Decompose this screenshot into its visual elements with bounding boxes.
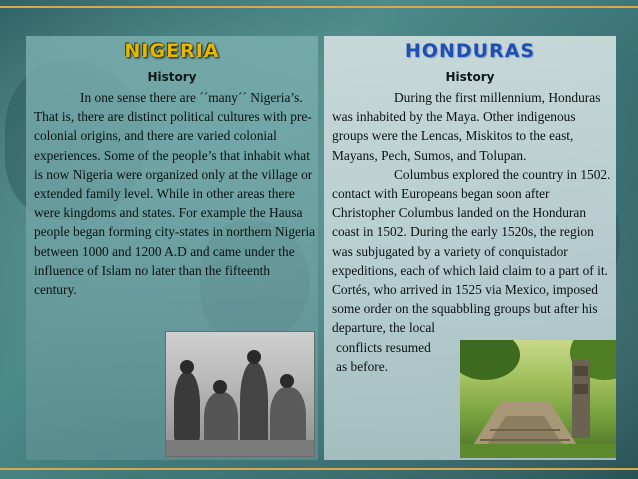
pyramid-shape	[460, 340, 616, 458]
figure-shape	[240, 362, 268, 447]
nigeria-engraving-image	[165, 331, 315, 457]
nigeria-title: NIGERIA	[124, 40, 220, 62]
top-border-line	[0, 6, 638, 8]
honduras-history-text	[332, 88, 614, 376]
head-shape	[213, 380, 227, 394]
head-shape	[180, 360, 194, 374]
nigeria-history-text: In one sense there are ´´many´´ Nigeria’s. That is, there are distinct political cultures with pre-colonial origins, and there are varied colonial experiences. Some of the people’s that inhabit what is now Nigeria were organized only at the village or extended family level. While in other areas there were kingdoms and states. For example the Hausa people began forming city-states in northern Nigeria between 1000 and 1200 A.D and came under the influence of Islam no later than the fifteenth century.	[34, 90, 316, 298]
head-shape	[280, 374, 294, 388]
honduras-title: HONDURAS	[404, 40, 536, 62]
figure-shape	[204, 392, 238, 447]
honduras-ruins-image	[460, 340, 616, 458]
figure-shape	[174, 372, 200, 442]
ground-shape	[166, 440, 314, 456]
head-shape	[247, 350, 261, 364]
honduras-paragraph: conflicts resumed	[336, 339, 431, 355]
honduras-paragraph: as before.	[336, 358, 389, 374]
figure-shape	[270, 387, 306, 447]
nigeria-subtitle: History	[147, 70, 197, 84]
bottom-border-line	[0, 468, 638, 470]
honduras-subtitle: History	[445, 70, 495, 84]
honduras-paragraph: During the first millennium, Honduras was inhabited by the Maya. Other indigenous groups were the Lencas, Miskitos to the east, Mayans, Pech, Sumos, and Tolupan.	[332, 90, 601, 163]
honduras-paragraph: Columbus explored the country in 1502. contact with Europeans began soon after Christopher Columbus landed on the Honduran coast in 1502. During the early 1520s, the region was subjugated by a variety of conquistador expeditions, each of which laid claim to a part of it. Cortés, who arrived in 1525 via Mexico, imposed some order on the squabbling groups but after his departure, the local	[332, 166, 611, 336]
